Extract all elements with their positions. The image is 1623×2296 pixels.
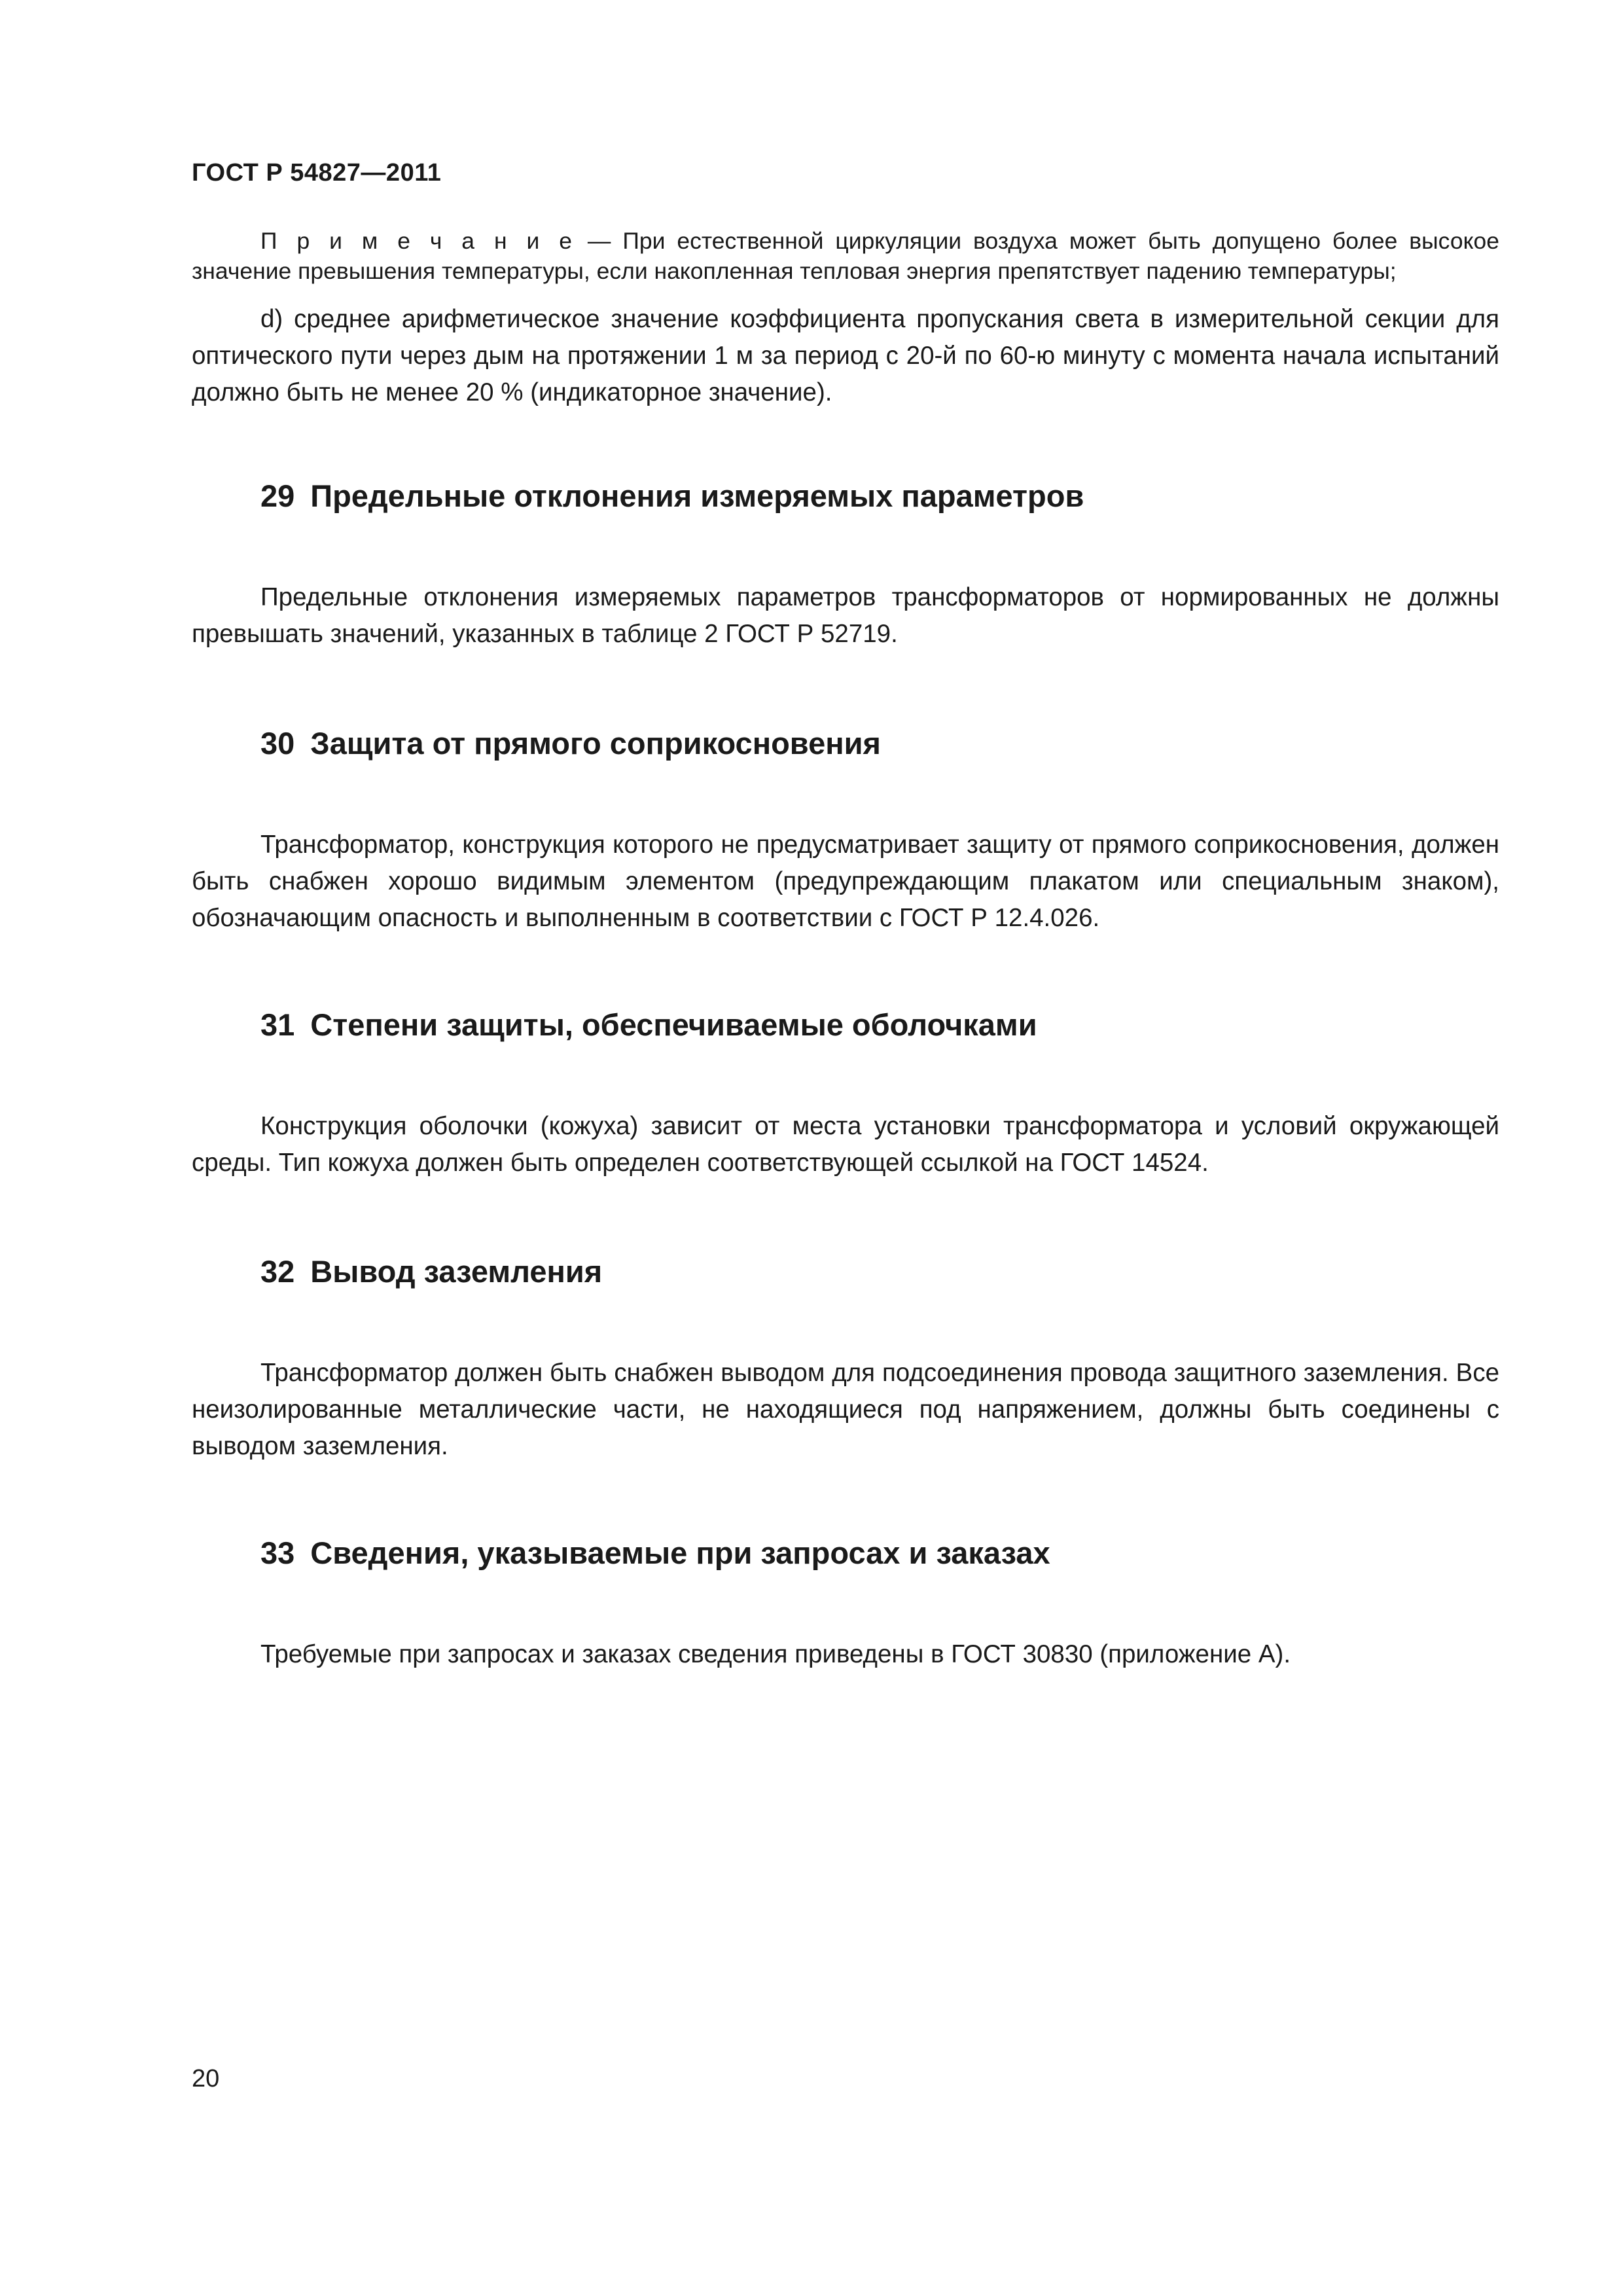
note-text: — При естественной циркуляции воздуха может быть допущено более высокое значение превышения температуры, если накопленная тепловая энергия препятствует падению температуры; [192, 228, 1499, 284]
section-31-heading [260, 1007, 1037, 1043]
section-number: 33 [260, 1535, 295, 1570]
section-number: 32 [260, 1254, 295, 1289]
section-33-body: Требуемые при запросах и заказах сведения приведены в ГОСТ 30830 (приложение А). [260, 1640, 1291, 1668]
section-29-body: Предельные отклонения измеряемых параметров трансформаторов от нормированных не должны превышать значений, указанных в таблице 2 ГОСТ Р 52719. [192, 583, 1499, 648]
note-label: П р и м е ч а н и е [260, 228, 576, 254]
document-standard-id: ГОСТ Р 54827—2011 [192, 159, 442, 187]
section-32-heading [260, 1253, 602, 1289]
section-33-heading [260, 1535, 1050, 1571]
section-number: 31 [260, 1007, 295, 1042]
section-number: 30 [260, 726, 295, 761]
section-30-heading [260, 725, 881, 761]
section-title: Вывод заземления [310, 1254, 603, 1289]
section-title: Предельные отклонения измеряемых параметров [310, 478, 1084, 513]
section-number: 29 [260, 478, 295, 513]
section-title: Сведения, указываемые при запросах и заказах [310, 1535, 1050, 1570]
section-31-body: Конструкция оболочки (кожуха) зависит от места установки трансформатора и условий окружающей среды. Тип кожуха должен быть определен соответствующей ссылкой на ГОСТ 14524. [192, 1112, 1499, 1177]
page-number: 20 [192, 2065, 220, 2092]
note-paragraph [192, 226, 1499, 286]
section-title: Защита от прямого соприкосновения [310, 726, 881, 761]
section-30-body: Трансформатор, конструкция которого не предусматривает защиту от прямого соприкосновения, должен быть снабжен хорошо видимым элементом (предупреждающим плакатом или специальным знаком), обозначающим опасность и выполненным в соответствии с ГОСТ Р 12.4.026. [192, 831, 1499, 932]
section-32-body: Трансформатор должен быть снабжен выводом для подсоединения провода защитного заземления. Все неизолированные металлические части, не находящиеся под напряжением, должны быть соединены с выводом заземления. [192, 1359, 1499, 1460]
section-29-heading [260, 478, 1084, 514]
item-d-paragraph: d) среднее арифметическое значение коэффициента пропускания света в измерительной секции для оптического пути через дым на протяжении 1 м за период с 20-й по 60-ю минуту с момента начала испытаний должно быть не менее 20 % (индикаторное значение). [192, 305, 1499, 406]
section-title: Степени защиты, обеспечиваемые оболочками [310, 1007, 1037, 1042]
